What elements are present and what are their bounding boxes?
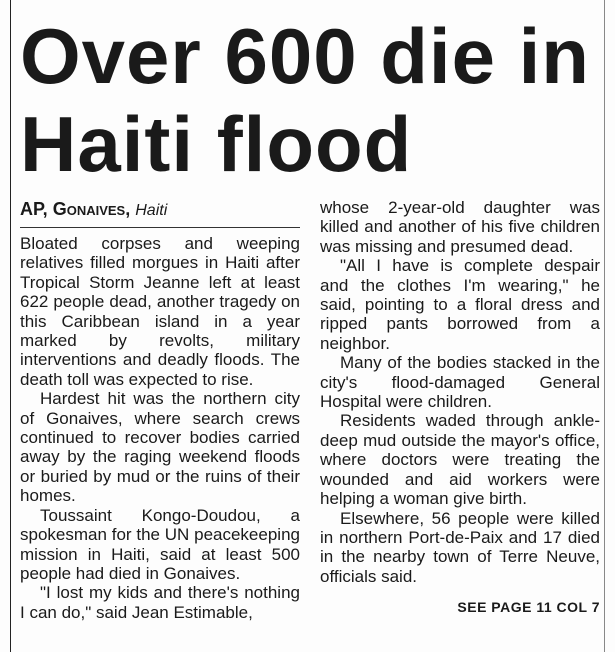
article-column-left (20, 198, 300, 622)
byline-agency: AP, (20, 199, 48, 219)
paragraph-4-continued: whose 2-year-old daughter was killed and another of his five children was missing and presumed dead. (320, 198, 600, 256)
left-column-rule (10, 0, 11, 652)
byline-country: Haiti (135, 202, 168, 219)
continued-on-page-link[interactable]: SEE PAGE 11 COL 7 (457, 599, 600, 616)
article-column-right (320, 198, 600, 618)
paragraph-3: Toussaint Kongo-Doudou, a spokesman for the UN peacekeeping mission in Haiti, said at least 500 people had died in Gonaives. (20, 505, 300, 583)
byline-city: Gonaives, (52, 199, 131, 219)
paragraph-7: Residents waded through ankle-deep mud outside the mayor's office, where doctors were treating the wounded and aid workers were helping a woman give birth. (320, 411, 600, 509)
paragraph-2: Hardest hit was the northern city of Gonaives, where search crews continued to recover bodies carried away by the raging weekend floods or buried by mud or the ruins of their homes. (20, 389, 300, 506)
paragraph-4-start: "I lost my kids and there's nothing I can do," said Jean Estimable, (20, 583, 300, 622)
paragraph-1: Bloated corpses and weeping relatives filled morgues in Haiti after Tropical Storm Jeanne left at least 622 people dead, another tragedy on this Caribbean island in a year marked by revolts, military interventions and deadly floods. The death toll was expected to rise. (20, 234, 300, 389)
paragraph-8: Elsewhere, 56 people were killed in northern Port-de-Paix and 17 died in the nearby town of Terre Neuve, officials said. (320, 508, 600, 586)
paragraph-5: "All I have is complete despair and the clothes I'm wearing," he said, pointing to a floral dress and ripped pants borrowed from a neighbor. (320, 256, 600, 353)
paragraph-6: Many of the bodies stacked in the city's flood-damaged General Hospital were children. (320, 353, 600, 412)
byline (20, 198, 300, 228)
headline: Over 600 die in Haiti flood (20, 12, 590, 188)
